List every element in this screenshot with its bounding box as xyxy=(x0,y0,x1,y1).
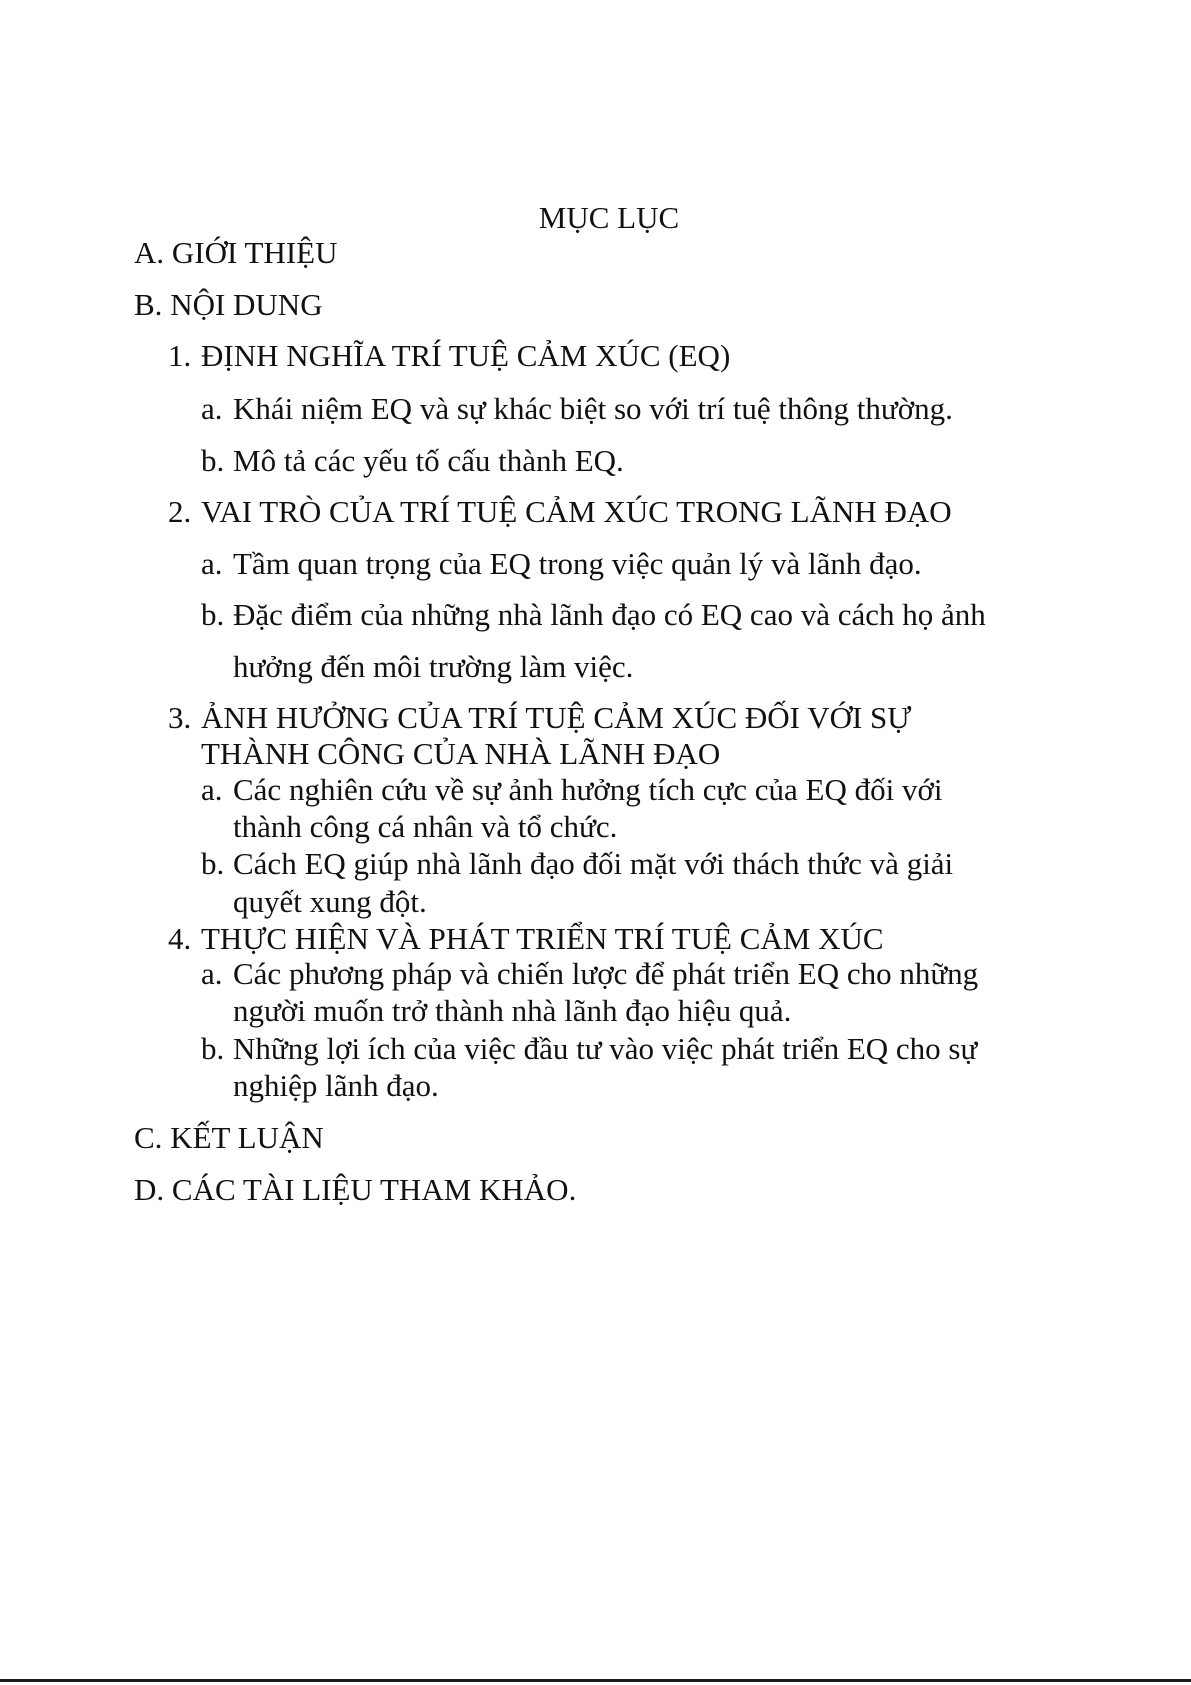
sub-text: Tầm quan trọng của EQ trong việc quản lý và lãnh đạo. xyxy=(233,546,922,581)
page-title: MỤC LỤC xyxy=(538,200,680,235)
item-number: 4. xyxy=(168,921,192,956)
section-d xyxy=(134,1172,576,1208)
sub-label: b. xyxy=(201,443,225,478)
item-number: 1. xyxy=(168,338,192,373)
sub-text: Các phương pháp và chiến lược để phát triển EQ cho những xyxy=(233,956,979,991)
sub-label: b. xyxy=(201,846,225,881)
sub-text: nghiệp lãnh đạo. xyxy=(233,1068,439,1103)
sub-text: Cách EQ giúp nhà lãnh đạo đối mặt với thách thức và giải xyxy=(233,846,954,881)
section-title: CÁC TÀI LIỆU THAM KHẢO. xyxy=(171,1172,577,1207)
item-heading: ẢNH HƯỞNG CỦA TRÍ TUỆ CẢM XÚC ĐỐI VỚI SỰ xyxy=(201,700,912,735)
sub-text: thành công cá nhân và tổ chức. xyxy=(233,809,618,844)
section-b xyxy=(134,287,323,323)
page-bottom-border xyxy=(0,1679,1191,1682)
item-number: 2. xyxy=(168,494,192,529)
sub-label: a. xyxy=(201,546,223,581)
sub-label: a. xyxy=(201,772,223,807)
section-label: B. xyxy=(134,287,163,322)
sub-label: a. xyxy=(201,956,223,991)
sub-text: hưởng đến môi trường làm việc. xyxy=(233,649,634,684)
item-heading: THỰC HIỆN VÀ PHÁT TRIỂN TRÍ TUỆ CẢM XÚC xyxy=(201,921,884,956)
sub-label: a. xyxy=(201,391,223,426)
sub-text: quyết xung đột. xyxy=(233,884,427,919)
section-a xyxy=(134,235,337,271)
section-c xyxy=(134,1120,324,1156)
item-heading: ĐỊNH NGHĨA TRÍ TUỆ CẢM XÚC (EQ) xyxy=(201,338,731,373)
sub-text: Đặc điểm của những nhà lãnh đạo có EQ cao và cách họ ảnh xyxy=(233,597,986,632)
sub-text: Những lợi ích của việc đầu tư vào việc phát triển EQ cho sự xyxy=(233,1031,978,1066)
sub-label: b. xyxy=(201,1031,225,1066)
section-label: C. xyxy=(134,1120,163,1155)
sub-text: Mô tả các yếu tố cấu thành EQ. xyxy=(233,443,624,478)
item-heading: THÀNH CÔNG CỦA NHÀ LÃNH ĐẠO xyxy=(201,736,721,771)
section-title: KẾT LUẬN xyxy=(170,1120,324,1155)
sub-text: Các nghiên cứu về sự ảnh hưởng tích cực của EQ đối với xyxy=(233,772,943,807)
item-number: 3. xyxy=(168,700,192,735)
sub-text: người muốn trở thành nhà lãnh đạo hiệu quả. xyxy=(233,993,792,1028)
section-title: NỘI DUNG xyxy=(170,287,323,322)
section-title: GIỚI THIỆU xyxy=(171,235,338,270)
section-label: D. xyxy=(134,1172,165,1207)
sub-label: b. xyxy=(201,597,225,632)
item-heading: VAI TRÒ CỦA TRÍ TUỆ CẢM XÚC TRONG LÃNH ĐẠO xyxy=(201,494,952,529)
sub-text: Khái niệm EQ và sự khác biệt so với trí tuệ thông thường. xyxy=(233,391,953,426)
section-label: A. xyxy=(134,235,165,270)
